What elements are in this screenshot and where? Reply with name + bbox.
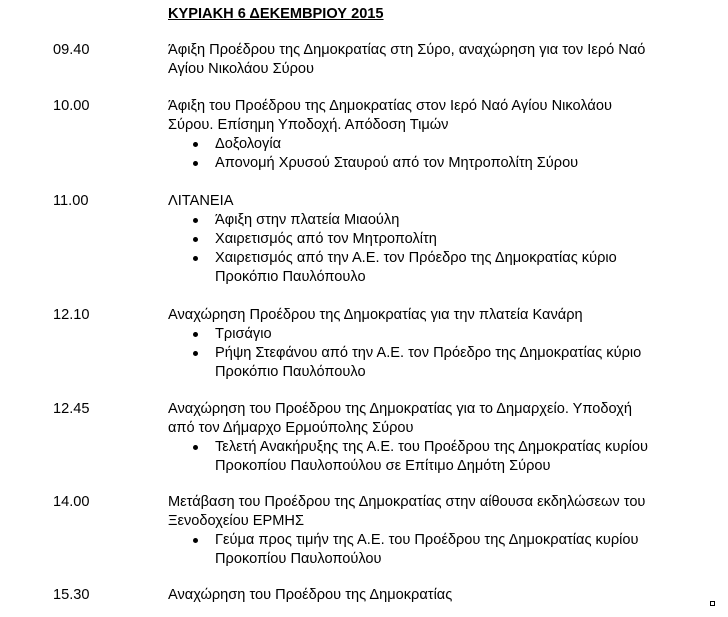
entry-time: 12.45 — [53, 401, 90, 417]
bullet-item — [168, 438, 708, 476]
bullet-item — [168, 154, 708, 173]
bullet-item — [168, 249, 708, 287]
entry-text-line: Άφιξη Προέδρου της Δημοκρατίας στη Σύρο, αναχώρηση για τον Ιερό Ναό — [168, 42, 646, 58]
entry-description — [168, 586, 708, 605]
entry-description — [168, 400, 708, 476]
entry-time: 09.40 — [53, 42, 90, 58]
bullet-item — [168, 344, 708, 382]
entry-text-line: Άφιξη του Προέδρου της Δημοκρατίας στον Ιερό Ναό Αγίου Νικολάου — [168, 98, 612, 114]
entry-text-line: Μετάβαση του Προέδρου της Δημοκρατίας στην αίθουσα εκδηλώσεων του — [168, 494, 646, 510]
bullet-text-line: Προκοπίου Παυλοπούλου σε Επίτιμο Δημότη Σύρου — [215, 458, 551, 474]
entry-description — [168, 306, 708, 382]
entry-time: 15.30 — [53, 587, 90, 603]
bullet-text-line: Προκόπιο Παυλόπουλο — [215, 364, 366, 380]
bullet-text-line: Απονομή Χρυσού Σταυρού από τον Μητροπολίτη Σύρου — [215, 155, 579, 171]
bullet-text-line: Γεύμα προς τιμήν της Α.Ε. του Προέδρου της Δημοκρατίας κυρίου — [215, 532, 639, 548]
entry-description — [168, 97, 708, 173]
entry-text-line: Σύρου. Επίσημη Υποδοχή. Απόδοση Τιμών — [168, 117, 449, 133]
bullet-text-line: Ρήψη Στεφάνου από την Α.Ε. τον Πρόεδρο της Δημοκρατίας κύριο — [215, 345, 642, 361]
bullet-text-line: Προκοπίου Παυλοπούλου — [215, 551, 382, 567]
bullet-list — [168, 325, 708, 382]
bullet-text-line: Άφιξη στην πλατεία Μιαούλη — [215, 212, 400, 228]
bullet-list — [168, 211, 708, 287]
entry-text-line: ΛΙΤΑΝΕΙΑ — [168, 193, 234, 209]
bullet-item — [168, 211, 708, 230]
bullet-item — [168, 230, 708, 249]
bullet-item — [168, 325, 708, 344]
bullet-text-line: Τρισάγιο — [215, 326, 272, 342]
bullet-text-line: Χαιρετισμός από την Α.Ε. τον Πρόεδρο της Δημοκρατίας κύριο — [215, 250, 617, 266]
page-title: ΚΥΡΙΑΚΗ 6 ΔΕΚΕΜΒΡΙΟΥ 2015 — [168, 6, 384, 22]
bullet-item — [168, 531, 708, 569]
entry-description — [168, 192, 708, 287]
entry-text-line: από τον Δήμαρχο Ερμούπολης Σύρου — [168, 420, 414, 436]
corner-mark — [710, 601, 715, 606]
bullet-item — [168, 135, 708, 154]
entry-text-line: Αναχώρηση του Προέδρου της Δημοκρατίας για το Δημαρχείο. Υποδοχή — [168, 401, 633, 417]
bullet-text-line: Δοξολογία — [215, 136, 282, 152]
bullet-text-line: Χαιρετισμός από τον Μητροπολίτη — [215, 231, 437, 247]
entry-time: 12.10 — [53, 307, 90, 323]
bullet-list — [168, 135, 708, 173]
bullet-text-line: Προκόπιο Παυλόπουλο — [215, 269, 366, 285]
entry-time: 14.00 — [53, 494, 90, 510]
entry-text-line: Ξενοδοχείου ΕΡΜΗΣ — [168, 513, 304, 529]
entry-time: 10.00 — [53, 98, 90, 114]
entry-text-line: Αναχώρηση του Προέδρου της Δημοκρατίας — [168, 587, 453, 603]
bullet-text-line: Τελετή Ανακήρυξης της Α.Ε. του Προέδρου της Δημοκρατίας κυρίου — [215, 439, 648, 455]
entry-description — [168, 493, 708, 569]
entry-text-line: Αναχώρηση Προέδρου της Δημοκρατίας για την πλατεία Κανάρη — [168, 307, 583, 323]
bullet-list — [168, 438, 708, 476]
entry-description — [168, 41, 708, 79]
entry-time: 11.00 — [53, 193, 89, 209]
entry-text-line: Αγίου Νικολάου Σύρου — [168, 61, 314, 77]
bullet-list — [168, 531, 708, 569]
